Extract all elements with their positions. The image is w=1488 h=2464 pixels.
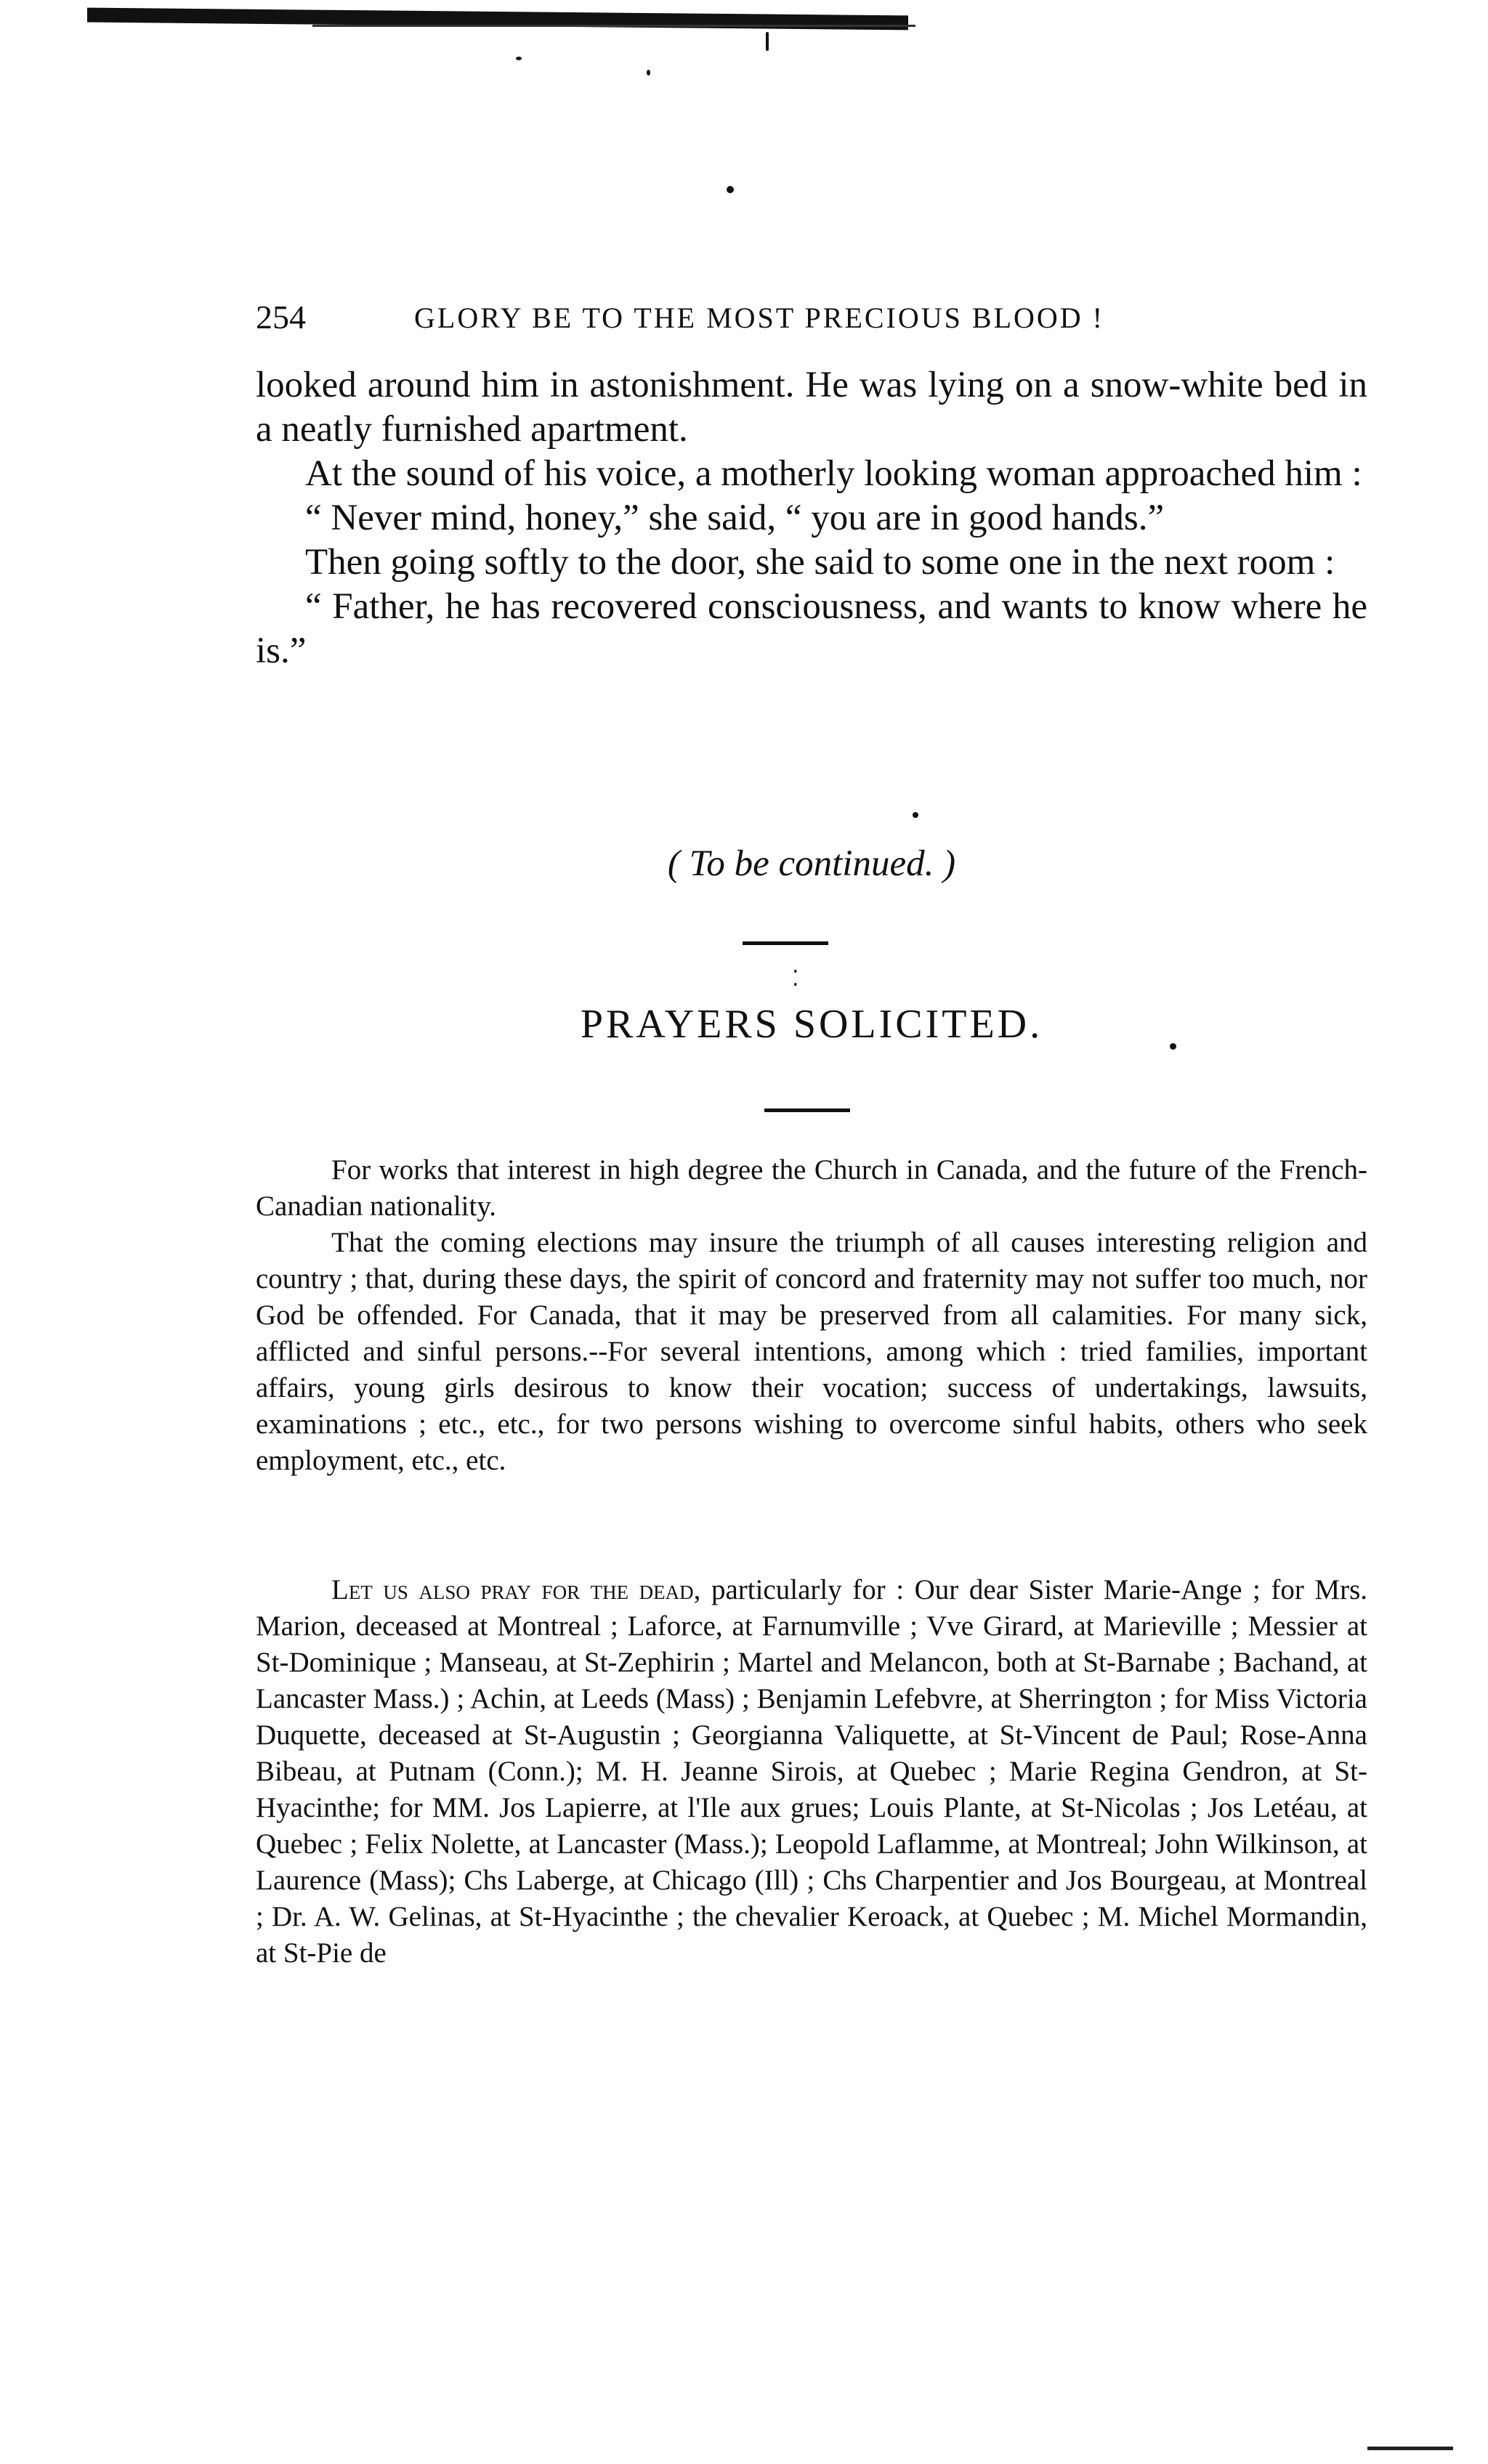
dead-lead: Let us also pray for the dead, [331, 1574, 701, 1605]
scan-speck [766, 32, 769, 51]
scan-speck [647, 70, 650, 76]
section-divider-rule [743, 941, 828, 945]
scan-mark: ⁚ [792, 967, 799, 991]
prayer-paragraph: For works that interest in high degree the Church in Canada, and the future of the French-Canadian nationality. [256, 1154, 1367, 1222]
story-paragraph: Then going softly to the door, she said to some one in the next room : [305, 542, 1335, 583]
dead-paragraph [256, 1572, 1367, 1971]
prayer-intentions [256, 1152, 1367, 1479]
story-paragraph: At the sound of his voice, a motherly looking woman approached him : [305, 453, 1362, 494]
story-continuation [256, 363, 1367, 673]
scan-speck [913, 812, 918, 818]
running-title: GLORY BE TO THE MOST PRECIOUS BLOOD ! [414, 301, 1104, 334]
bottom-edge-rule [1367, 2447, 1453, 2450]
prayer-paragraph: That the coming elections may insure the triumph of all causes interesting religion and country ; that, during these days, the spirit of concord and fraternity may not suffer too much, nor God be offended. For Canada, that it may be preserved from all calamities. For many sick, afflicted and sinful persons.--For several intentions, among which : tried families, important affairs, young girls desirous to know their vocation; success of undertakings, lawsuits, examinations ; etc., etc., for two persons wishing to overcome sinful habits, others who seek employment, etc., etc. [256, 1227, 1367, 1476]
scan-speck [727, 186, 734, 193]
story-paragraph: looked around him in astonishment. He was lying on a snow-white bed in a neatly furnished apartment. [256, 365, 1367, 450]
to-be-continued: ( To be continued. ) [667, 843, 956, 884]
scan-speck [516, 57, 522, 60]
story-paragraph: “ Father, he has recovered consciousness, and wants to know where he is.” [256, 586, 1367, 671]
prayers-for-dead [256, 1572, 1367, 1971]
section-title: PRAYERS SOLICITED. [580, 1002, 1043, 1047]
section-divider-rule [764, 1109, 850, 1112]
running-head [256, 298, 1367, 341]
top-edge-thin-rule [312, 25, 915, 27]
page-number: 254 [256, 299, 306, 336]
story-paragraph: “ Never mind, honey,” she said, “ you are in good hands.” [305, 498, 1165, 538]
dead-list: particularly for : Our dear Sister Marie-Ange ; for Mrs. Marion, deceased at Montreal ; Laforce, at Farnumville ; Vve Girard, at Marieville ; Messier at St-Dominique ; Manseau, at St-Zephirin ; Martel and Melancon, both at St-Barnabe ; Bachand, at Lancaster Mass.) ; Achin, at Leeds (Mass) ; Benjamin Lefebvre, at Sherrington ; for Miss Victoria Duquette, deceased at St-Augustin ; Georgianna Valiquette, at St-Vincent de Paul; Rose-Anna Bibeau, at Putnam (Conn.); M. H. Jeanne Sirois, at Quebec ; Marie Regina Gendron, at St-Hyacinthe; for MM. Jos Lapierre, at l'Ile aux grues; Louis Plante, at St-Nicolas ; Jos Letéau, at Quebec ; Felix Nolette, at Lancaster (Mass.); Leopold Laflamme, at Montreal; John Wilkinson, at Laurence (Mass); Chs Laberge, at Chicago (Ill) ; Chs Charpentier and Jos Bourgeau, at Montreal ; Dr. A. W. Gelinas, at St-Hyacinthe ; the chevalier Keroack, at Quebec ; M. Michel Mormandin, at St-Pie de [256, 1574, 1368, 1969]
